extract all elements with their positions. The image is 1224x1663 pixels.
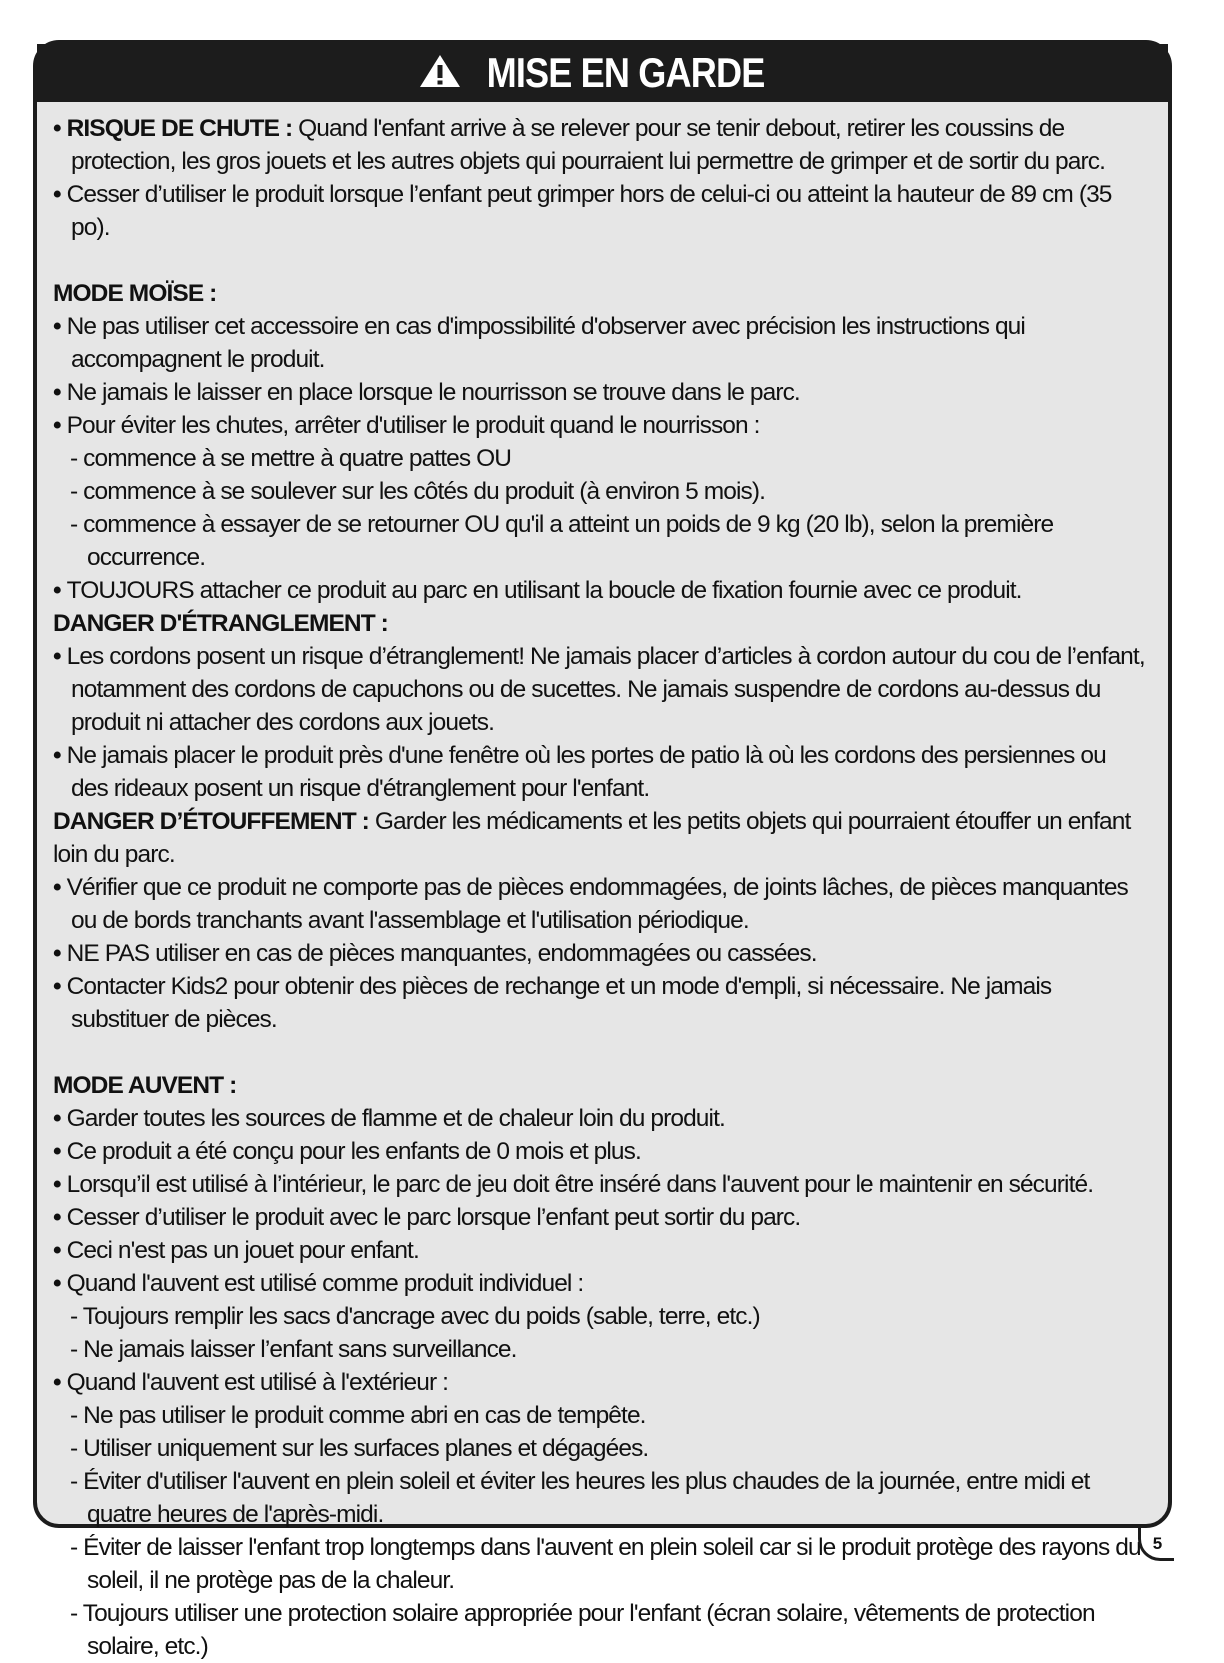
choking-line [53,805,1148,871]
warning-header [37,44,1168,102]
list-item: • Lorsqu’il est utilisé à l’intérieur, le parc de jeu doit être inséré dans l'auvent pour le maintenir en sécurité. [53,1168,1148,1201]
sub-item: - Toujours remplir les sacs d'ancrage avec du poids (sable, terre, etc.) [53,1300,1148,1333]
warning-panel [33,40,1172,1660]
list-item: • Cesser d’utiliser le produit avec le parc lorsque l’enfant peut sortir du parc. [53,1201,1148,1234]
list-item: • Ne pas utiliser cet accessoire en cas d'impossibilité d'observer avec précision les instructions qui accompagnent le produit. [53,310,1148,376]
falls-label: RISQUE DE CHUTE : [66,115,293,142]
list-item: • Contacter Kids2 pour obtenir des pièces de rechange et un mode d'empli, si nécessaire. Ne jamais substituer de pièces. [53,970,1148,1036]
list-item: • Ne jamais le laisser en place lorsque le nourrisson se trouve dans le parc. [53,376,1148,409]
choking-label: DANGER D’ÉTOUFFEMENT : [53,808,369,835]
sub-item: - Toujours utiliser une protection solaire appropriée pour l'enfant (écran solaire, vêtements de protection solaire, etc.) [53,1597,1148,1663]
strangulation-heading: DANGER D'ÉTRANGLEMENT : [53,610,388,637]
list-item: • Pour éviter les chutes, arrêter d'utiliser le produit quand le nourrisson : [53,409,1148,442]
sub-item: - Éviter de laisser l'enfant trop longtemps dans l'auvent en plein soleil car si le produit protège des rayons du soleil, il ne protège pas de la chaleur. [53,1531,1148,1597]
sub-item: - Utiliser uniquement sur les surfaces planes et dégagées. [53,1432,1148,1465]
list-item: • Ceci n'est pas un jouet pour enfant. [53,1234,1148,1267]
list-item: • Garder toutes les sources de flamme et de chaleur loin du produit. [53,1102,1148,1135]
list-item: • NE PAS utiliser en cas de pièces manquantes, endommagées ou cassées. [53,937,1148,970]
list-item: • Ce produit a été conçu pour les enfants de 0 mois et plus. [53,1135,1148,1168]
bassinet-heading: MODE MOÏSE : [53,280,217,307]
list-item: • Vérifier que ce produit ne comporte pas de pièces endommagées, de joints lâches, de pièces manquantes ou de bords tranchants avant l'assemblage et l'utilisation périodique. [53,871,1148,937]
warning-triangle-icon [418,53,462,94]
list-item: • Les cordons posent un risque d’étranglement! Ne jamais placer d’articles à cordon autour du cou de l’enfant, notamment des cordons de capuchons ou de sucettes. Ne jamais suspendre de cordons au-dessus du produit ni attacher des cordons aux jouets. [53,640,1148,739]
list-item: • Quand l'auvent est utilisé comme produit individuel : [53,1267,1148,1300]
sub-item: - Ne jamais laisser l’enfant sans surveillance. [53,1333,1148,1366]
sub-item: - Éviter d'utiliser l'auvent en plein soleil et éviter les heures les plus chaudes de la journée, entre midi et quatre heures de l'après-midi. [53,1465,1148,1531]
sub-item: - commence à se soulever sur les côtés du produit (à environ 5 mois). [53,475,1148,508]
canopy-heading: MODE AUVENT : [53,1072,237,1099]
list-item: • Quand l'auvent est utilisé à l'extérieur : [53,1366,1148,1399]
falls-item [53,112,1148,178]
choking-text: Garder les médicaments et les petits objets qui pourraient étouffer un enfant loin du parc. [53,808,1131,868]
sub-item: - commence à se mettre à quatre pattes OU [53,442,1148,475]
sub-item: - Ne pas utiliser le produit comme abri en cas de tempête. [53,1399,1148,1432]
falls-text: Quand l'enfant arrive à se relever pour se tenir debout, retirer les coussins de protection, les gros jouets et les autres objets qui pourraient lui permettre de grimper et de sortir du parc. [71,115,1106,175]
sub-item: - commence à essayer de se retourner OU qu'il a atteint un poids de 9 kg (20 lb), selon la première occurrence. [53,508,1148,574]
list-item: • Ne jamais placer le produit près d'une fenêtre où les portes de patio là où les cordons des persiennes ou des rideaux posent un risque d'étranglement pour l'enfant. [53,739,1148,805]
list-item: • Cesser d’utiliser le produit lorsque l’enfant peut grimper hors de celui-ci ou atteint la hauteur de 89 cm (35 po). [53,178,1148,244]
page-number: 5 [1138,1525,1174,1561]
list-item: • TOUJOURS attacher ce produit au parc en utilisant la boucle de fixation fournie avec ce produit. [53,574,1148,607]
warning-title: MISE EN GARDE [486,49,765,96]
warning-content [37,102,1168,1663]
